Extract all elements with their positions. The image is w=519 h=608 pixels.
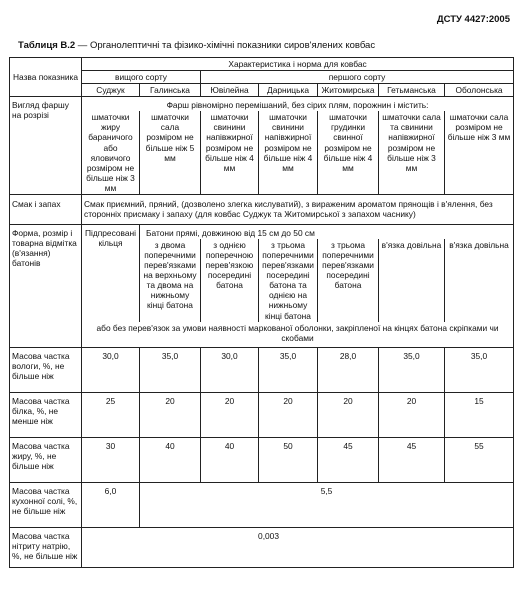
protein-value: 20 (259, 393, 318, 438)
caption-text: — Органолептичні та фізико-хімічні показники сиров'ялених ковбас (75, 40, 376, 51)
header-col: Гетьманська (379, 84, 445, 97)
protein-value: 20 (140, 393, 201, 438)
moisture-value: 35,0 (140, 348, 201, 393)
taste-text: Смак приємний, пряний, (дозволено злегка кислуватий), з вираженим ароматом прянощів і в'ялення, без сторонніх присмаку і запаху (для ковбас Суджук та Житомирської з запахом часнику) (82, 194, 514, 224)
appearance-cell: шматочки свинини напівжирної розміром не більше ніж 4 мм (259, 111, 318, 194)
row-name-nitrite: Масова частка нітриту натрію, %, не більше ніж (10, 528, 82, 568)
fat-value: 55 (445, 438, 514, 483)
fat-value: 45 (318, 438, 379, 483)
fat-value: 40 (140, 438, 201, 483)
moisture-value: 30,0 (201, 348, 259, 393)
header-group: Характеристика і норма для ковбас (82, 58, 514, 71)
shape-cell: з однією поперечною перев'язкою посередині батона (201, 239, 259, 322)
shape-note: або без перев'язок за умови наявності маркованої оболонки, закріпленої на кінцях батона скріпками чи скобами (82, 322, 514, 348)
protein-value: 15 (445, 393, 514, 438)
appearance-cell: шматочки жиру бараничого або яловичого розміром не більше ніж 3 мм (82, 111, 140, 194)
appearance-cell: шматочки сала та свинини напівжирної розміром не більше ніж 3 мм (379, 111, 445, 194)
properties-table (9, 57, 514, 568)
shape-cell: з трьома поперечними перев'язками посередині батона та однією на нижньому кінці батона (259, 239, 318, 322)
nitrite-value: 0,003 (82, 528, 514, 568)
row-name-fat: Масова частка жиру, %, не більше ніж (10, 438, 82, 483)
appearance-cell: шматочки сала розміром не більше ніж 5 мм (140, 111, 201, 194)
moisture-value: 35,0 (445, 348, 514, 393)
row-name-protein: Масова частка білка, %, не менше ніж (10, 393, 82, 438)
fat-value: 40 (201, 438, 259, 483)
moisture-value: 35,0 (379, 348, 445, 393)
caption-label: Таблиця В.2 (18, 40, 76, 51)
header-col: Житомирська (318, 84, 379, 97)
header-col: Оболонська (445, 84, 514, 97)
row-name-taste: Смак і запах (10, 194, 82, 224)
moisture-value: 28,0 (318, 348, 379, 393)
header-col: Дарницька (259, 84, 318, 97)
row-name-salt: Масова частка кухонної солі, %, не більше ніж (10, 483, 82, 528)
salt-value: 6,0 (82, 483, 140, 528)
header-col: Суджук (82, 84, 140, 97)
protein-value: 20 (201, 393, 259, 438)
row-name-appearance: Вигляд фаршу на розрізі (10, 97, 82, 195)
header-col: Галинська (140, 84, 201, 97)
row-name-shape: Форма, розмір і товарна відмітка (в'язання) батонів (10, 224, 82, 347)
appearance-cell: шматочки сала розміром не більше ніж 3 мм (445, 111, 514, 194)
shape-cell: з трьома поперечними перев'язками посередині батона (318, 239, 379, 322)
fat-value: 45 (379, 438, 445, 483)
shape-cell: в'язка довільна (379, 239, 445, 322)
header-premium: вищого сорту (82, 71, 201, 84)
appearance-cell: шматочки грудинки свинної розміром не більше ніж 4 мм (318, 111, 379, 194)
protein-value: 20 (379, 393, 445, 438)
shape-cell: з двома поперечними перев'язками на верхньому та двома на нижньому кінці батона (140, 239, 201, 322)
salt-value-common: 5,5 (140, 483, 514, 528)
moisture-value: 30,0 (82, 348, 140, 393)
table-caption (18, 40, 375, 51)
shape-cell: в'язка довільна (445, 239, 514, 322)
standard-number: ДСТУ 4427:2005 (436, 14, 510, 25)
shape-intro: Батони прямі, довжиною від 15 см до 50 см (140, 224, 514, 239)
appearance-cell: шматочки свинини напівжирної розміром не більше ніж 4 мм (201, 111, 259, 194)
header-name: Назва показника (10, 58, 82, 97)
shape-cell: Підпресовані кільця (82, 224, 140, 321)
protein-value: 20 (318, 393, 379, 438)
protein-value: 25 (82, 393, 140, 438)
row-name-moisture: Масова частка вологи, %, не більше ніж (10, 348, 82, 393)
fat-value: 30 (82, 438, 140, 483)
header-first: першого сорту (201, 71, 514, 84)
appearance-intro: Фарш рівномірно перемішаний, без сірих плям, порожнин і містить: (82, 97, 514, 112)
moisture-value: 35,0 (259, 348, 318, 393)
header-col: Ювілейна (201, 84, 259, 97)
fat-value: 50 (259, 438, 318, 483)
